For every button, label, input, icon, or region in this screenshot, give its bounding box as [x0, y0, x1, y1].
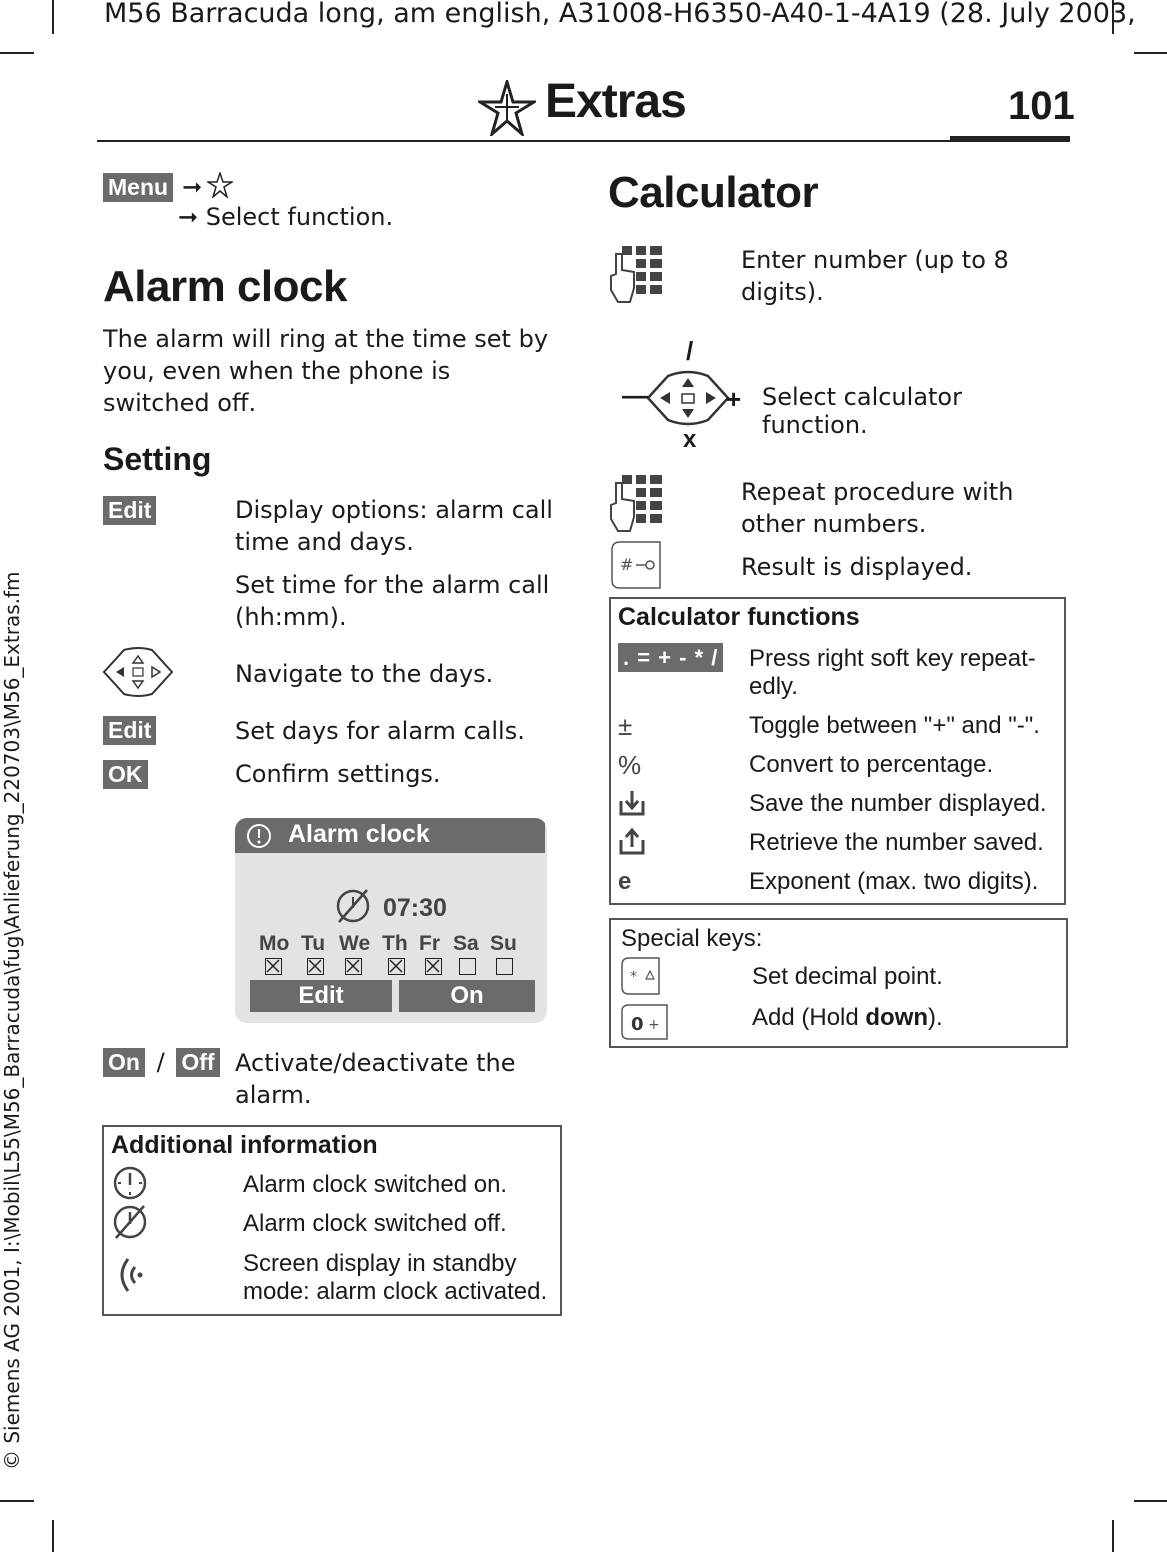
function-text: Press right soft key repeat- edly.: [749, 645, 1036, 700]
info-text: Screen display in standby mode: alarm clock activated.: [243, 1250, 548, 1305]
menu-key: Menu: [103, 173, 173, 202]
off-key: Off: [176, 1048, 219, 1077]
step-text: Navigate to the days.: [235, 660, 494, 688]
special-text-part: Add (Hold: [752, 1004, 866, 1031]
day-label: Su: [490, 932, 517, 955]
calc-step-text: Repeat procedure with other numbers.: [741, 478, 1014, 538]
page-number: 101: [1008, 84, 1075, 128]
special-text: [752, 1004, 943, 1032]
day-checkbox[interactable]: [345, 958, 362, 975]
day-label: We: [339, 932, 371, 955]
special-text-bold: down: [865, 1004, 929, 1031]
svg-text:#: #: [620, 555, 634, 574]
crop-mark: [0, 1500, 34, 1502]
select-function: [178, 201, 393, 233]
save-icon: [618, 789, 646, 817]
running-header: M56 Barracuda long, am english, A31008-H6350-A40-1-4A19 (28. July 2003,: [104, 0, 1136, 29]
toggle-text: Activate/deactivate the alarm.: [235, 1049, 516, 1109]
exponent-symbol: e: [618, 868, 632, 895]
separator: /: [156, 1048, 165, 1076]
alarm-off-icon: [335, 888, 371, 924]
menu-path: [103, 172, 233, 202]
crop-mark: [52, 0, 54, 34]
zero-key-icon: [619, 1002, 671, 1042]
calc-step-text: Result is displayed.: [741, 553, 973, 581]
info-text: Alarm clock switched off.: [243, 1210, 507, 1237]
plus-minus-symbol: ±: [618, 711, 633, 741]
screen-title-bar: [235, 818, 545, 853]
edit-key: Edit: [103, 496, 156, 525]
day-checkbox[interactable]: [496, 958, 513, 975]
function-text: Convert to percentage.: [749, 751, 994, 778]
screen-title: Alarm clock: [288, 820, 430, 848]
alarm-intro: The alarm will ring at the time set by you, even when the phone is switched off.: [103, 325, 549, 417]
alarm-standby-icon: [114, 1255, 144, 1295]
step-text: Set days for alarm calls.: [235, 717, 525, 745]
step-text: Confirm settings.: [235, 760, 441, 788]
table-heading: Special keys:: [621, 925, 763, 952]
step-text: Set time for the alarm call (hh:mm).: [235, 571, 550, 631]
crop-mark: [1112, 1520, 1114, 1552]
softkey-on[interactable]: On: [399, 980, 535, 1012]
nav-label-bottom: x: [683, 426, 697, 453]
alarm-time: 07:30: [383, 894, 447, 922]
crop-mark: [1134, 52, 1167, 54]
on-key: On: [103, 1048, 145, 1077]
navigation-key-icon: [102, 646, 174, 698]
chapter-title: Extras: [545, 75, 686, 128]
function-text: Exponent (max. two digits).: [749, 868, 1039, 895]
day-label: Tu: [301, 932, 326, 955]
calculator-functions-table: [609, 597, 1066, 905]
crop-mark: [0, 52, 34, 54]
special-text: Set decimal point.: [752, 963, 943, 990]
calculator-title: Calculator: [608, 168, 819, 217]
step-text: Display options: alarm call time and days.: [235, 496, 553, 556]
ok-key: OK: [103, 760, 148, 789]
operators-key: . = + - * /: [618, 643, 723, 672]
arrow-icon: ➞: [178, 203, 199, 231]
select-function-text: Select function.: [205, 203, 394, 231]
day-checkbox[interactable]: [388, 958, 405, 975]
nav-label-top: /: [686, 336, 694, 366]
softkey-edit[interactable]: Edit: [250, 980, 392, 1012]
table-heading: Calculator functions: [618, 603, 860, 631]
alarm-on-icon: [245, 821, 273, 849]
header-rule: [97, 140, 952, 142]
additional-info-table: [102, 1125, 562, 1316]
header-rule-thick: [950, 136, 1070, 142]
info-text: Alarm clock switched on.: [243, 1171, 508, 1198]
keypad-icon: [608, 244, 664, 304]
day-label: Mo: [259, 932, 290, 955]
edit-key: Edit: [103, 716, 156, 745]
hash-key-icon: [608, 538, 664, 592]
table-heading: Additional information: [111, 1131, 378, 1159]
function-text: Save the number displayed.: [749, 790, 1047, 817]
day-checkbox[interactable]: [265, 958, 282, 975]
day-label: Fr: [419, 932, 440, 955]
day-checkbox[interactable]: [307, 958, 324, 975]
nav-label-right: +: [726, 384, 742, 414]
percent-symbol: %: [618, 750, 642, 780]
function-text: Toggle between "+" and "-".: [749, 712, 1040, 739]
day-label: Sa: [453, 932, 479, 955]
alarm-title: Alarm clock: [103, 262, 347, 311]
extras-star-icon: [207, 172, 233, 198]
crop-mark: [1134, 1500, 1167, 1502]
phone-screen: [235, 818, 547, 1023]
star-key-icon: [619, 955, 663, 997]
svg-text:*: *: [630, 969, 637, 985]
day-checkbox[interactable]: [459, 958, 476, 975]
arrow-icon: ➞: [182, 173, 203, 201]
extras-star-icon: [478, 80, 536, 136]
day-label: Th: [382, 932, 408, 955]
special-text-part: ).: [928, 1004, 943, 1031]
alarm-on-icon: [112, 1165, 148, 1201]
svg-text:0: 0: [631, 1014, 644, 1035]
crop-mark: [52, 1520, 54, 1552]
retrieve-icon: [618, 828, 646, 856]
alarm-off-icon: [112, 1204, 148, 1240]
day-checkbox[interactable]: [425, 958, 442, 975]
svg-text:+: +: [648, 1017, 660, 1033]
calc-step-text: Enter number (up to 8 digits).: [741, 246, 1009, 306]
side-file-path: © Siemens AG 2001, I:\Mobil\L55\M56_Barracuda\fug\Anlieferung_220703\M56_Extras.fm: [0, 571, 24, 1470]
special-keys-table: [609, 918, 1068, 1048]
nav-label-left: —: [622, 380, 648, 410]
function-text: Retrieve the number saved.: [749, 829, 1044, 856]
keypad-icon: [608, 473, 664, 533]
calc-step-text: Select calculator function.: [762, 383, 962, 439]
setting-heading: Setting: [103, 441, 212, 477]
on-off-keys: [103, 1048, 220, 1077]
